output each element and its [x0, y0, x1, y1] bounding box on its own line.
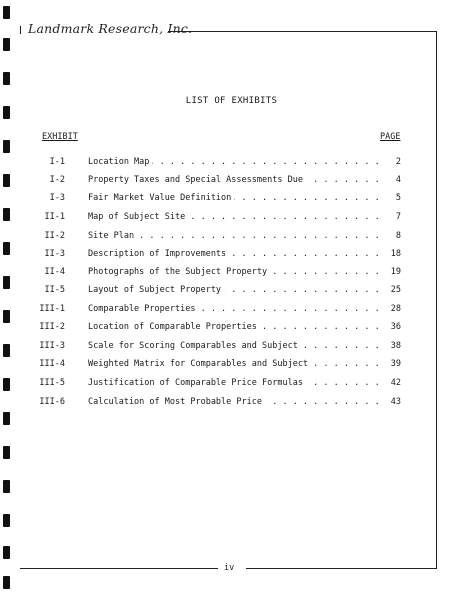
exhibit-title: Fair Market Value Definition . . .: [88, 193, 385, 203]
binding-holes: [0, 0, 12, 599]
exhibit-title: Justification of Comparable Price Formulas . . .: [88, 378, 385, 388]
punch-hole: [3, 140, 10, 153]
exhibit-title: Map of Subject Site . . .: [88, 212, 385, 222]
exhibit-title: Weighted Matrix for Comparables and Subject . . .: [88, 359, 385, 369]
exhibit-row: [0, 285, 463, 297]
exhibit-page: 8: [395, 231, 401, 241]
exhibit-page: 42: [390, 378, 401, 388]
exhibit-row: [0, 175, 463, 187]
exhibit-title: Layout of Subject Property . . .: [88, 285, 385, 295]
exhibit-number: II-3: [44, 249, 65, 259]
exhibit-row: [0, 193, 463, 205]
punch-hole: [3, 412, 10, 425]
exhibit-page: 5: [395, 193, 401, 203]
exhibit-title: Site Plan . . .: [88, 231, 385, 241]
exhibit-title: Location Map . . .: [88, 157, 385, 167]
exhibit-number: I-3: [49, 193, 65, 203]
punch-hole: [3, 480, 10, 493]
exhibit-title: Scale for Scoring Comparables and Subject . . .: [88, 341, 385, 351]
punch-hole: [3, 446, 10, 459]
exhibit-number: I-1: [49, 157, 65, 167]
exhibit-page: 43: [390, 397, 401, 407]
frame-line: [246, 568, 437, 569]
exhibit-page: 7: [395, 212, 401, 222]
punch-hole: [3, 38, 10, 51]
page-title: LIST OF EXHIBITS: [185, 96, 278, 106]
punch-hole: [3, 72, 10, 85]
exhibit-number: III-5: [39, 378, 65, 388]
exhibit-title: Location of Comparable Properties . . .: [88, 322, 385, 332]
exhibit-number: III-2: [39, 322, 65, 332]
exhibit-title: Property Taxes and Special Assessments Due . . .: [88, 175, 385, 185]
exhibit-row: [0, 304, 463, 316]
exhibit-title: Calculation of Most Probable Price . . .: [88, 397, 385, 407]
exhibit-row: [0, 157, 463, 169]
frame-line: [20, 26, 21, 34]
page-number: iv: [224, 563, 235, 573]
punch-hole: [3, 6, 10, 19]
company-logo: Landmark Research, Inc.: [28, 21, 193, 36]
exhibit-page: 38: [390, 341, 401, 351]
punch-hole: [3, 576, 10, 589]
exhibit-number: II-4: [44, 267, 65, 277]
exhibit-number: I-2: [49, 175, 65, 185]
exhibit-row: [0, 231, 463, 243]
punch-hole: [3, 106, 10, 119]
exhibit-page: 19: [390, 267, 401, 277]
exhibit-row: [0, 212, 463, 224]
exhibit-number: III-6: [39, 397, 65, 407]
punch-hole: [3, 514, 10, 527]
exhibit-page: 18: [390, 249, 401, 259]
exhibit-number: III-4: [39, 359, 65, 369]
exhibit-page: 2: [395, 157, 401, 167]
frame-line: [436, 31, 437, 569]
frame-line: [168, 31, 436, 32]
exhibit-row: [0, 397, 463, 409]
exhibit-title: Photographs of the Subject Property . . .: [88, 267, 385, 277]
exhibit-row: [0, 249, 463, 261]
exhibit-page: 36: [390, 322, 401, 332]
exhibit-number: III-3: [39, 341, 65, 351]
exhibit-title: Comparable Properties . . .: [88, 304, 385, 314]
exhibit-number: II-2: [44, 231, 65, 241]
exhibit-page: 28: [390, 304, 401, 314]
exhibit-row: [0, 341, 463, 353]
page-column-header: PAGE: [380, 132, 401, 142]
exhibit-page: 39: [390, 359, 401, 369]
exhibit-row: [0, 359, 463, 371]
exhibit-page: 4: [395, 175, 401, 185]
exhibit-number: II-1: [44, 212, 65, 222]
frame-line: [20, 568, 218, 569]
exhibit-row: [0, 267, 463, 279]
punch-hole: [3, 546, 10, 559]
exhibit-number: II-5: [44, 285, 65, 295]
exhibit-column-header: EXHIBIT: [42, 132, 78, 142]
exhibit-page: 25: [390, 285, 401, 295]
exhibit-title: Description of Improvements . . .: [88, 249, 385, 259]
exhibit-number: III-1: [39, 304, 65, 314]
exhibit-row: [0, 322, 463, 334]
exhibit-row: [0, 378, 463, 390]
